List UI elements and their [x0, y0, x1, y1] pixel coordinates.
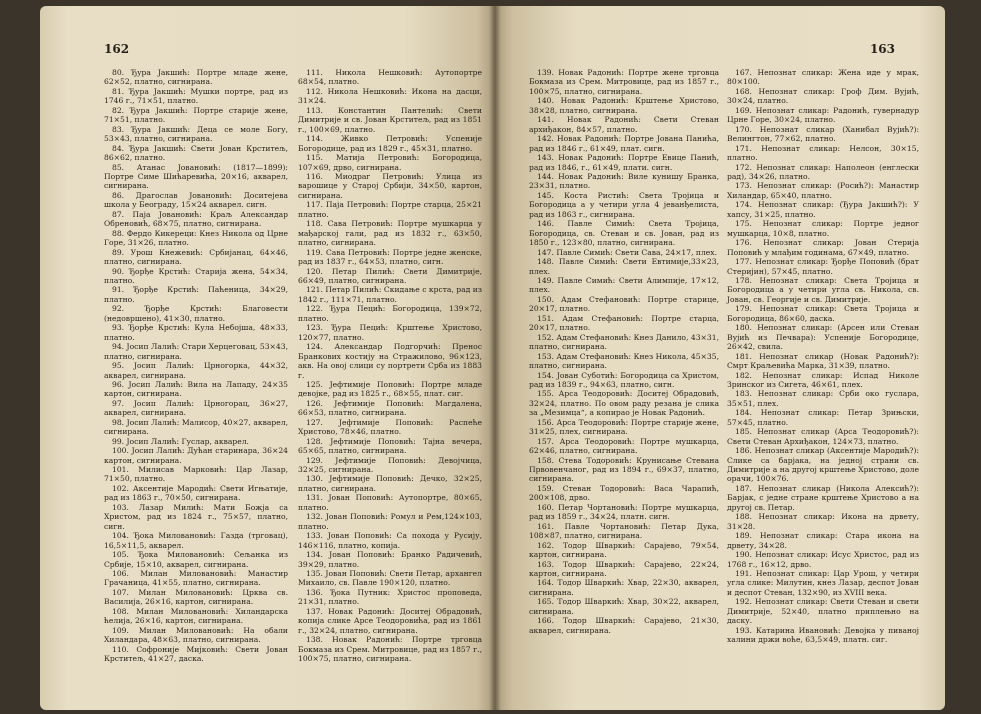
catalog-entry: 102. Аксентије Мародић: Свети Игњатије, рад из 1863 г., 70×50, сигнирана.	[104, 483, 288, 503]
catalog-entry: 95. Јосип Лалић: Црногорка, 44×32, акварел, сигнирана.	[104, 361, 288, 380]
catalog-entry: 126. Јефтимије Поповић: Магдалена, 66×53, платно, сигнирана.	[298, 398, 482, 418]
catalog-entry: 166. Тодор Шваркић: Сарајево, 21×30, акварел, сигнирана.	[529, 616, 719, 635]
catalog-entry: 136. Ђока Путник: Христос проповеда, 21×31, платно.	[298, 587, 482, 607]
catalog-entry: 162. Тодор Шваркић: Сарајево, 79×54, картон, сигнирана.	[529, 540, 719, 560]
catalog-entry: 106. Милан Миловановић: Манастир Грачаница, 41×55, платно, сигнирана.	[104, 569, 288, 588]
catalog-entry: 114. Живко Петровић: Успеније Богородице, рад из 1829 г., 45×31, платно.	[298, 134, 482, 153]
catalog-entry: 113. Константин Пантелић: Свети Димитрије и св. Јован Крститељ, рад из 1851 г., 100×69, платно.	[298, 105, 482, 134]
catalog-entry: 179. Непознат сликар: Света Тројица и Богородица, 86×60, даска.	[727, 304, 919, 323]
catalog-entry: 89. Урош Кнежевић: Србијанац, 64×46, платно, сигнирана.	[104, 247, 288, 267]
catalog-entry: 88. Фердо Кикереци: Кнез Никола од Црне Горе, 31×26, платно.	[104, 228, 288, 248]
catalog-entry: 98. Јосип Лалић: Малисор, 40×27, акварел, сигнирана.	[104, 417, 288, 437]
book-gutter	[489, 6, 501, 710]
catalog-entry: 81. Ђура Јакшић: Мушки портре, рад из 1746 г., 71×51, платно.	[104, 86, 288, 106]
catalog-entry: 164. Тодор Шваркић: Хвар, 22×30, акварел, сигнирана.	[529, 578, 719, 597]
catalog-entry: 190. Непознат сликар: Исус Христос, рад из 1768 г., 16×12, дрво.	[727, 550, 919, 569]
catalog-entry: 154. Јован Суботић: Богородица са Христом, рад из 1839 г., 94×63, платно, сигн.	[529, 370, 719, 389]
catalog-entry: 87. Паја Јовановић: Краљ Александар Обреновић, 68×75, платно, сигнирана.	[104, 209, 288, 229]
catalog-entry: 172. Непознат сликар: Наполеон (енглески рад), 34×26, платно.	[727, 162, 919, 181]
catalog-entry: 147. Павле Симић: Свети Сава, 24×17, плех.	[537, 247, 717, 257]
catalog-entry: 99. Јосип Лалић: Гуслар, акварел.	[112, 436, 249, 446]
catalog-entry: 119. Сава Петровић: Портре једне женске, рад из 1837 г., 64×53, платно, сигн.	[298, 247, 482, 267]
right-page	[495, 6, 945, 710]
catalog-entry: 174. Непознат сликар: (Ђура Јакшић?): У хапсу, 31×25, платно.	[727, 200, 919, 219]
catalog-entry: 182. Непознат сликар: Испад Николе Зринског из Сигета, 46×61, плех.	[727, 370, 919, 389]
catalog-entry: 144. Новак Радонић: Виле кунишу Бранка, 23×31, платно.	[529, 171, 719, 191]
catalog-entry: 155. Арса Теодоровић: Доситеј Обрадовић, 32×24, платно. По овом раду резана је слика за „Мезимца“, а копирао је Новак Радонић.	[529, 389, 719, 418]
catalog-entry: 120. Петар Пилић: Свети Димитрије, 66×49, платно, сигнирана.	[298, 266, 482, 285]
right-column-2	[727, 68, 919, 645]
catalog-entry: 83. Ђура Јакшић: Деца се моле Богу, 53×43, платно, сигнирана.	[104, 124, 288, 144]
catalog-entry: 80. Ђура Јакшић: Портре младе жене, 62×52, платно, сигнирана.	[104, 68, 288, 87]
catalog-entry: 130. Јефтимије Поповић: Дечко, 32×25, платно, сигнирана.	[298, 474, 482, 493]
catalog-entry: 169. Непознат сликар: Радонић, гувернадур Црне Горе, 30×24, платно.	[727, 105, 919, 125]
catalog-entry: 86. Драгослав Јовановић: Доситејева школа у Београду, 15×24 акварел. сигн.	[104, 190, 288, 210]
catalog-entry: 125. Јефтимије Поповић: Портре младе девојке, рад из 1825 г., 68×55, плат. сиг.	[298, 379, 482, 399]
catalog-entry: 171. Непознат сликар: Нелсон, 30×15, платно.	[727, 143, 919, 163]
catalog-entry: 160. Петар Чортановић: Портре мушкарца, рад из 1859 г., 34×24, платн. сигн.	[529, 502, 719, 522]
catalog-entry: 127. Јефтимије Поповић: Распеће Христово, 78×46, платно.	[298, 417, 482, 437]
catalog-entry: 105. Ђока Миловановић: Сељанка из Србије, 15×10, акварел, сигнирана.	[104, 550, 288, 569]
catalog-entry: 129. Јефтимије Поповић: Девојчица, 32×25, сигнирана.	[298, 455, 482, 475]
catalog-entry: 170. Непознат сликар (Ханибал Вујић?): Велингтон, 77×62, платно.	[727, 124, 919, 144]
catalog-entry: 180. Непознат сликар: (Арсен или Стеван Вујић из Печвара): Успеније Богородице, 26×42, свила.	[727, 323, 919, 352]
catalog-entry: 82. Ђура Јакшић: Портре старије жене, 71×51, платно.	[104, 105, 288, 125]
catalog-entry: 110. Софроније Мијковић: Свети Јован Крститељ, 41×27, даска.	[104, 644, 288, 664]
catalog-entry: 193. Катарина Ивановић: Девојка у пиваној халини држи воће, 63,5×49, платн. сиг.	[727, 625, 919, 645]
catalog-entry: 184. Непознат сликар: Петар Зрињски, 57×45, платно.	[727, 408, 919, 427]
catalog-entry: 118. Сава Петровић: Портре мушкарца у мађарској гали, рад из 1832 г., 63×50, платно, сигнирана.	[298, 219, 482, 248]
catalog-entry: 145. Коста Ристић: Света Тројица и Богородица а у четири угла 4 јеванђелиста, рад из 1863 г., сигнирана.	[529, 190, 719, 219]
left-column-1	[104, 68, 288, 664]
catalog-entry: 85. Атанас Јовановић: (1817—1899): Портре Симе Шићаревића, 20×16, акварел, сигнирана.	[104, 162, 288, 191]
catalog-entry: 97. Јосип Лалић: Црногорац, 36×27, акварел, сигнирана.	[104, 398, 288, 418]
catalog-entry: 137. Новак Радонић: Доситеј Обрадовић, копија слике Арсе Теодоровића, рад из 1861 г., 32×24, платно, сигнирана.	[298, 606, 482, 635]
catalog-entry: 138. Новак Радонић: Портре трговца Бокмаза из Срем. Митровице, рад из 1857 г., 100×75, платно, сигнирана.	[298, 635, 482, 664]
catalog-entry: 152. Адам Стефановић: Кнез Данило, 43×31, платно, сигнирана.	[529, 332, 719, 352]
catalog-entry: 191. Непознат сликар: Цар Урош, у четири угла слике: Милутин, кнез Лазар, деспот Јован и деспот Стеван, 132×90, из XVIII века.	[727, 569, 919, 597]
catalog-entry: 101. Милисав Марковић: Цар Лазар, 71×50, платно.	[104, 465, 288, 484]
catalog-entry: 189. Непознат сликар: Стара икона на дрвету, 34×28.	[727, 531, 919, 550]
catalog-entry: 149. Павле Симић: Свети Алимпије, 17×12, плех.	[529, 275, 719, 295]
catalog-entry: 157. Арса Теодоровић: Портре мушкарца, 62×46, платно, сигнирана.	[529, 436, 719, 456]
catalog-entry: 192. Непознат сликар: Свети Стеван и свети Димитрије, 52×40, платно приплењно на даску.	[727, 597, 919, 626]
catalog-entry: 104. Ђока Миловановић: Газда (трговац), 16,5×11,5, акварел.	[104, 531, 288, 550]
catalog-entry: 167. Непознат сликар: Жена иде у мрак, 80×100.	[727, 68, 919, 87]
catalog-entry: 141. Новак Радонић: Свети Стеван архиђакон, 84×57, платно.	[529, 115, 719, 134]
catalog-entry: 123. Ђура Пецић: Крштење Христово, 120×77, платно.	[298, 323, 482, 342]
catalog-entry: 112. Никола Нешковић: Икона на дасци, 31×24.	[298, 86, 482, 106]
catalog-entry: 128. Јефтимије Поповић: Тајна вечера, 65×65, платно, сигнирана.	[298, 436, 482, 456]
catalog-entry: 111. Никола Нешковић: Аутопортре 68×54, платно.	[298, 68, 482, 87]
catalog-entry: 93. Ђорђе Крстић: Кула Небојша, 48×33, платно.	[104, 323, 288, 342]
catalog-entry: 181. Непознат сликар (Новак Радонић?): Смрт Краљевића Марка, 31×39, платно.	[727, 351, 919, 371]
catalog-entry: 148. Павле Симић: Свети Евтимије,33×23, плех.	[529, 257, 719, 276]
catalog-entry: 90. Ђорђе Крстић: Старија жена, 54×34, платно.	[104, 266, 288, 285]
catalog-entry: 103. Лазар Милић: Мати Божја са Христом, рад из 1824 г., 75×57, платно, сигн.	[104, 502, 288, 531]
catalog-entry: 175. Непознат сликар: Портре једног мушкарца, 10×8, платно.	[727, 219, 919, 238]
catalog-entry: 122. Ђура Пецић: Богородица, 139×72, платно.	[298, 304, 482, 323]
catalog-entry: 107. Милан Миловановић: Црква св. Василија, 26×16, картон, сигнирана.	[104, 587, 288, 607]
catalog-entry: 132. Јован Поповић: Ромул и Рем,124×103, платно.	[298, 512, 482, 531]
catalog-entry: 146. Павле Симић: Света Тројица, Богородица, св. Стеван и св. Јован, рад из 1850 г., 123×80, платно, сигнирана.	[529, 219, 719, 248]
catalog-entry: 173. Непознат сликар: (Росић?): Манастир Хиландар, 65×40, платно.	[727, 181, 919, 200]
catalog-entry: 159. Стеван Тодоровић: Васа Чарапић, 200×108, дрво.	[529, 483, 719, 503]
catalog-entry: 150. Адам Стефановић: Портре старице, 20×17, платно.	[529, 294, 719, 314]
catalog-entry: 158. Стева Тодоровић: Крунисање Стевана Првовенчаног, рад из 1894 г., 69×37, платно, сигнирана.	[529, 455, 719, 484]
catalog-entry: 187. Непознат сликар (Никола Алексић?): Барјак, с једне стране крштење Христово а на другој св. Петар.	[727, 483, 919, 512]
catalog-entry: 91. Ђорђе Крстић: Паћеница, 34×29, платно.	[104, 285, 288, 304]
catalog-entry: 163. Тодор Шваркић: Сарајево, 22×24, картон, сигнирана.	[529, 559, 719, 579]
catalog-entry: 161. Павле Чортановић: Петар Дука, 108×87, платно, сигнирана.	[529, 521, 719, 541]
catalog-entry: 185. Непознат сликар (Арса Теодоровић?): Свети Стеван Архиђакон, 124×73, платно.	[727, 427, 919, 446]
catalog-entry: 183. Непознат сликар: Срби око гуслара, 35×51, плех.	[727, 389, 919, 408]
catalog-entry: 116. Миодраг Петровић: Улица из варошице у Старој Србији, 34×50, картон, сигнирана.	[298, 171, 482, 200]
catalog-entry: 92. Ђорђе Крстић: Благовести (недовршено), 41×30, платно.	[104, 304, 288, 323]
catalog-entry: 177. Непознат сликар: Ђорђе Поповић (брат Стеријин), 57×45, платно.	[727, 257, 919, 276]
catalog-entry: 176. Непознат сликар: Јован Стерија Поповић у млађим годинама, 67×49, платно.	[727, 238, 919, 257]
catalog-entry: 140. Новак Радонић: Крштење Христово, 38×28, платно, сигнирана.	[529, 96, 719, 115]
catalog-entry: 134. Јован Поповић: Бранко Радичевић, 39×29, платно.	[298, 550, 482, 569]
catalog-entry: 133. Јован Поповић: Са похода у Русију, 146×116, платно, копија.	[298, 531, 482, 550]
page-number: 163	[869, 42, 895, 56]
right-column-1	[529, 68, 719, 635]
left-page	[40, 6, 495, 710]
catalog-entry: 131. Јован Поповић: Аутопортре, 80×65, платно.	[298, 493, 482, 512]
catalog-entry: 188. Непознат сликар: Икона на дрвету, 31×28.	[727, 512, 919, 531]
left-column-2	[298, 68, 482, 664]
catalog-entry: 143. Новак Радонић: Портре Евице Панић, рад из 1846, г., 61×49, плати. сигн.	[529, 153, 719, 172]
catalog-entry: 151. Адам Стефановић: Портре старца, 20×17, платно.	[529, 313, 719, 333]
catalog-entry: 168. Непознат сликар: Гроф Дим. Вујић, 30×24, платно.	[727, 86, 919, 106]
catalog-entry: 100. Јосип Лалић: Дућан старинара, 36×24 картон, сигнирана.	[104, 446, 288, 465]
catalog-entry: 153. Адам Стефановић: Кнез Никола, 45×35, платно, сигнирана.	[529, 351, 719, 371]
catalog-entry: 109. Милан Миловановић: На обали Хиландара, 48×63, платно, сигнирана.	[104, 625, 288, 645]
catalog-entry: 142. Новак Радонић: Портре Јована Панића, рад из 1846 г., 61×49, плат. сигн.	[529, 134, 719, 153]
catalog-entry: 186. Непознат сликар (Аксентије Мародић?): Слике са барјака, на једној страни св. Димитрије а на другој крштење Христово, доле орачи, 100×76.	[727, 446, 919, 484]
catalog-entry: 115. Матија Петровић: Богородица, 107×69, дрво, сигнирана.	[298, 153, 482, 172]
catalog-entry: 121. Петар Пилић: Скидање с крста, рад из 1842 г., 111×71, платно.	[298, 285, 482, 304]
catalog-entry: 124. Александар Подгорчић: Пренос Бранкових костију на Стражилово, 96×123, акв. На овој слици су портрети Срба из 1883 г.	[298, 342, 482, 380]
catalog-entry: 139. Новак Радонић: Портре жене трговца Бокмаза из Срем. Митровице, рад из 1857 г., 100×75, платно, сигнирана.	[529, 68, 719, 96]
catalog-entry: 84. Ђура Јакшић: Свети Јован Крститељ, 86×62, платно.	[104, 143, 288, 163]
catalog-entry: 178. Непознат сликар: Света Тројица и Богородица а у четири угла св. Никола, св. Јован, св. Георгије и св. Димитрије.	[727, 275, 919, 304]
catalog-entry: 156. Арса Теодоровић: Портре старије жене, 31×25, плех, сигнирана.	[529, 417, 719, 437]
catalog-entry: 108. Милан Миловановић: Хиландарска ћелија, 26×16, картон, сигнирана.	[104, 606, 288, 626]
catalog-entry: 135. Јован Поповић: Свети Петар, архангел Михаило, св. Павле 190×120, платно.	[298, 569, 482, 588]
catalog-entry: 117. Паја Петровић: Портре старца, 25×21 платно.	[298, 200, 482, 219]
catalog-entry: 94. Јосип Лалић: Стари Херцеговац, 53×43, платно, сигнирана.	[104, 342, 288, 361]
catalog-entry: 165. Тодор Шваркић: Хвар, 30×22, акварел, сигнирана.	[529, 597, 719, 616]
catalog-entry: 96. Јосип Лалић: Вила на Лападу, 24×35 картон, сигнирана.	[104, 379, 288, 399]
page-number: 162	[104, 42, 130, 56]
